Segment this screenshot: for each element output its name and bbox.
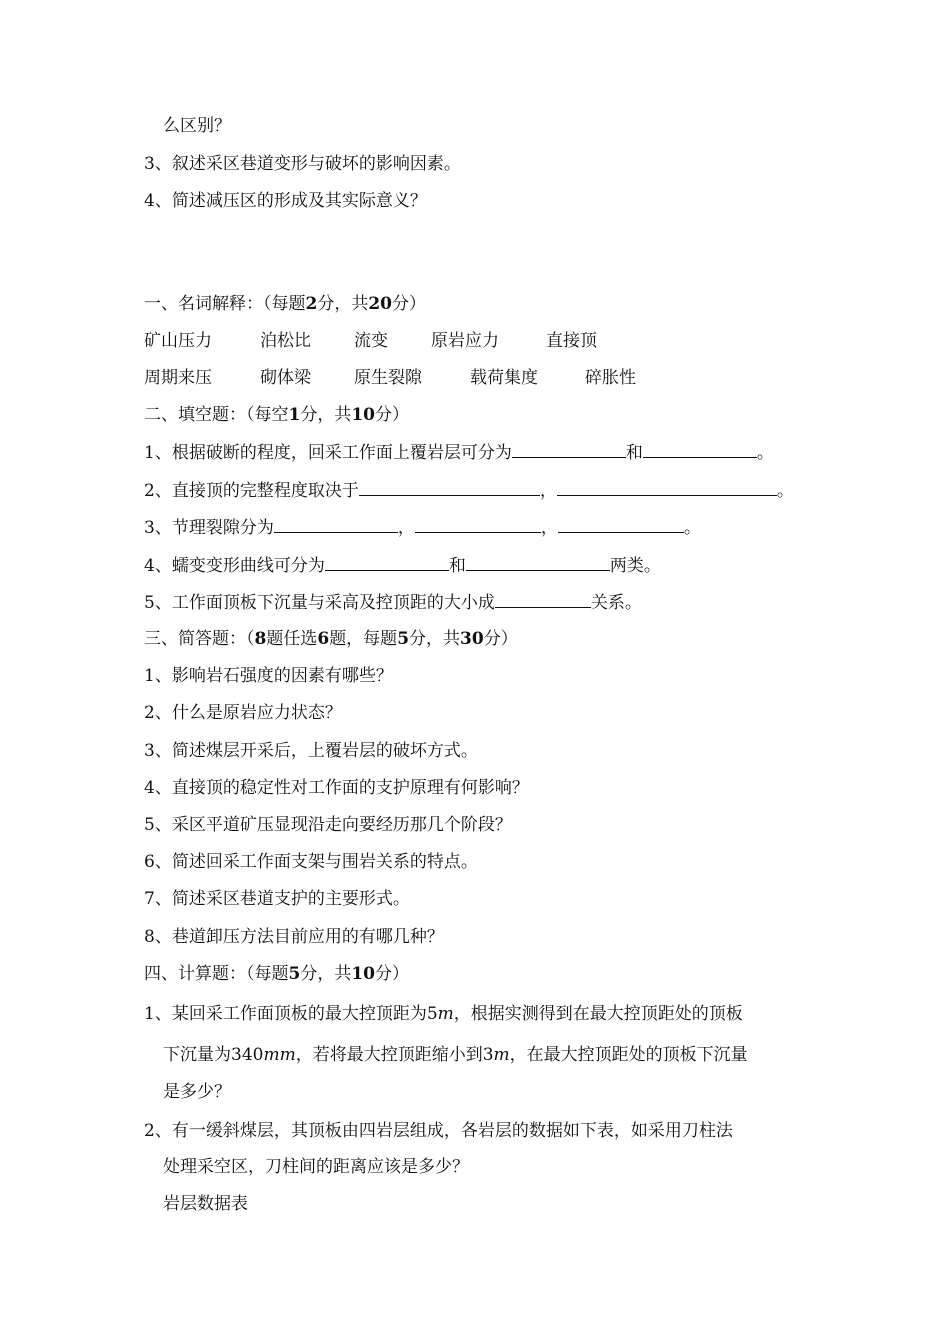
calc-question-1-line-2: 下沉量为340mm，若将最大控顶距缩小到3m，在最大控顶距处的顶板下沉量 — [163, 1045, 748, 1065]
answer-blank — [558, 516, 684, 533]
calc-question-2-line-1: 2、有一缓斜煤层，其顶板由四岩层组成，各岩层的数据如下表，如采用刀柱法 — [144, 1121, 733, 1141]
answer-blank — [512, 441, 626, 458]
section-1-heading: 一、名词解释：（每题2分，共20分） — [144, 294, 427, 314]
term: 直接顶 — [546, 331, 597, 351]
term: 流变 — [354, 331, 388, 351]
short-question: 1、影响岩石强度的因素有哪些？ — [144, 666, 393, 686]
section-2-heading: 二、填空题：（每空1分，共10分） — [144, 405, 410, 425]
terms-row-2 — [144, 367, 636, 389]
term: 原生裂隙 — [354, 368, 422, 388]
short-question: 2、什么是原岩应力状态？ — [144, 703, 342, 723]
calc-question-1-line-3: 是多少？ — [163, 1082, 231, 1102]
fill-question-1: 1、根据破断的程度，回采工作面上覆岩层可分为 和 。 — [144, 443, 774, 463]
answer-blank — [557, 479, 777, 496]
carryover-line: 么区别？ — [163, 116, 231, 136]
short-question: 5、采区平道矿压显现沿走向要经历那几个阶段？ — [144, 815, 512, 835]
answer-blank — [466, 554, 610, 571]
answer-blank — [495, 591, 591, 608]
fill-question-4: 4、蠕变变形曲线可分为 和 两类。 — [144, 556, 661, 576]
answer-blank — [325, 554, 449, 571]
fill-question-3: 3、节理裂隙分为 ， ， 。 — [144, 518, 701, 538]
calc-question-2-line-2: 处理采空区，刀柱间的距离应该是多少？ — [163, 1157, 469, 1177]
calc-question-1-line-1: 1、某回采工作面顶板的最大控顶距为5m，根据实测得到在最大控顶距处的顶板 — [144, 1004, 743, 1024]
section-4-heading: 四、计算题：（每题5分，共10分） — [144, 964, 410, 984]
answer-blank — [643, 441, 757, 458]
fill-question-5: 5、工作面顶板下沉量与采高及控顶距的大小成 关系。 — [144, 593, 642, 613]
term: 泊松比 — [260, 331, 311, 351]
term: 载荷集度 — [470, 368, 538, 388]
short-question: 6、简述回采工作面支架与围岩关系的特点。 — [144, 852, 478, 872]
carryover-question-4: 4、简述减压区的形成及其实际意义？ — [144, 191, 427, 211]
term: 原岩应力 — [431, 331, 499, 351]
section-3-heading: 三、简答题：（8题任选6题，每题5分，共30分） — [144, 629, 518, 649]
carryover-question-3: 3、叙述采区巷道变形与破坏的影响因素。 — [144, 154, 461, 174]
table-title: 岩层数据表 — [163, 1194, 248, 1214]
short-question: 3、简述煤层开采后，上覆岩层的破坏方式。 — [144, 741, 478, 761]
short-question: 4、直接顶的稳定性对工作面的支护原理有何影响？ — [144, 778, 529, 798]
terms-row-1 — [144, 330, 597, 352]
fill-question-2: 2、直接顶的完整程度取决于 ， 。 — [144, 481, 794, 501]
term: 砌体梁 — [260, 368, 311, 388]
answer-blank — [415, 516, 541, 533]
term: 碎胀性 — [585, 368, 636, 388]
term: 矿山压力 — [144, 331, 212, 351]
answer-blank — [274, 516, 398, 533]
term: 周期来压 — [144, 368, 212, 388]
short-question: 8、巷道卸压方法目前应用的有哪几种？ — [144, 927, 444, 947]
short-question: 7、简述采区巷道支护的主要形式。 — [144, 889, 410, 909]
answer-blank — [359, 479, 540, 496]
